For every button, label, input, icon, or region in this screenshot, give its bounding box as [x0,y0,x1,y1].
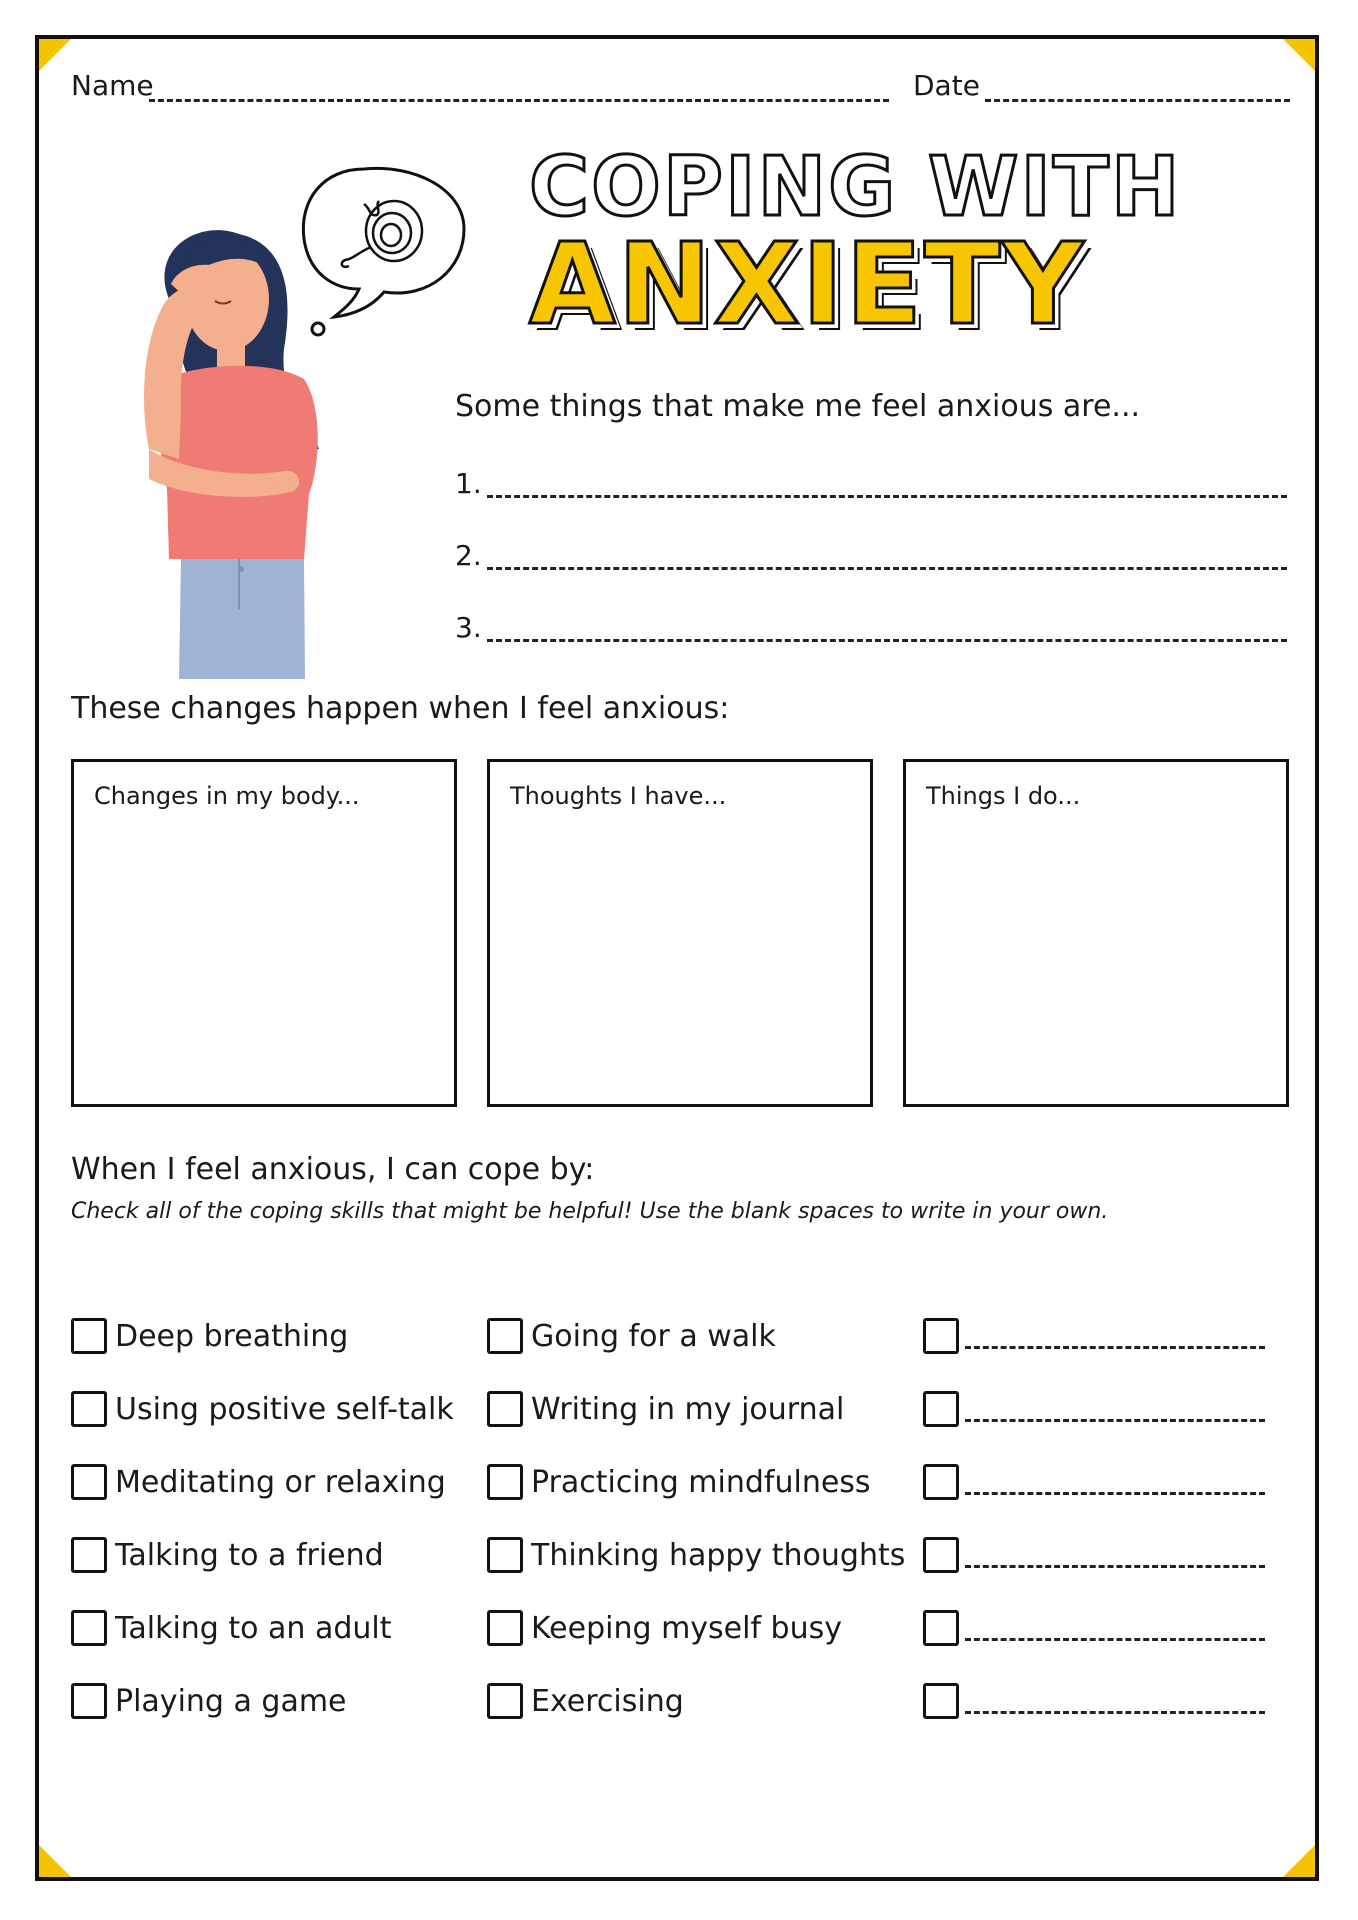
custom-coping-field[interactable] [965,1711,1265,1714]
checkbox[interactable] [71,1537,107,1573]
checkbox[interactable] [923,1391,959,1427]
coping-label: Deep breathing [115,1318,349,1354]
checkbox[interactable] [71,1318,107,1354]
coping-item[interactable] [487,1462,871,1502]
coping-item[interactable] [71,1462,446,1502]
corner-triangle-top-left [39,39,71,71]
coping-item[interactable] [71,1389,454,1429]
coping-heading: When I feel anxious, I can cope by: [71,1152,595,1187]
custom-coping-field[interactable] [965,1565,1265,1568]
checkbox[interactable] [71,1391,107,1427]
coping-label: Meditating or relaxing [115,1464,446,1500]
checkbox[interactable] [487,1464,523,1500]
checkbox[interactable] [923,1537,959,1573]
trigger-number-2: 2. [455,539,482,572]
coping-item[interactable] [71,1316,348,1356]
custom-coping-field[interactable] [965,1492,1265,1495]
corner-triangle-bottom-right [1283,1845,1315,1877]
trigger-line-3[interactable] [487,639,1287,642]
coping-item[interactable] [71,1681,347,1721]
body-changes-box[interactable] [71,759,457,1107]
coping-label: Exercising [531,1683,684,1719]
coping-label: Using positive self-talk [115,1391,454,1427]
coping-instructions: Check all of the coping skills that might be helpful! Use the blank spaces to write in your own. [71,1199,1109,1224]
date-field[interactable] [985,99,1290,102]
thoughts-label: Thoughts I have... [510,782,727,810]
coping-item[interactable] [487,1681,684,1721]
custom-coping-item[interactable] [923,1462,1265,1502]
name-field[interactable] [149,99,889,102]
coping-item[interactable] [487,1316,776,1356]
checkbox[interactable] [923,1318,959,1354]
coping-item[interactable] [71,1608,392,1648]
checkbox[interactable] [487,1318,523,1354]
custom-coping-item[interactable] [923,1608,1265,1648]
custom-coping-item[interactable] [923,1389,1265,1429]
changes-heading: These changes happen when I feel anxious: [71,691,730,726]
corner-triangle-top-right [1283,39,1315,71]
coping-label: Going for a walk [531,1318,776,1354]
custom-coping-item[interactable] [923,1681,1265,1721]
name-label: Name [71,69,154,102]
coping-label: Talking to a friend [115,1537,384,1573]
coping-label: Talking to an adult [115,1610,392,1646]
checkbox[interactable] [487,1537,523,1573]
coping-item[interactable] [71,1535,384,1575]
trigger-number-1: 1. [455,467,482,500]
custom-coping-field[interactable] [965,1419,1265,1422]
coping-label: Thinking happy thoughts [531,1537,906,1573]
custom-coping-field[interactable] [965,1346,1265,1349]
custom-coping-item[interactable] [923,1535,1265,1575]
actions-label: Things I do... [926,782,1081,810]
checkbox[interactable] [923,1610,959,1646]
checkbox[interactable] [923,1683,959,1719]
body-changes-label: Changes in my body... [94,782,360,810]
worksheet-page [35,35,1319,1881]
trigger-line-1[interactable] [487,495,1287,498]
trigger-number-3: 3. [455,611,482,644]
checkbox[interactable] [487,1683,523,1719]
thoughts-box[interactable] [487,759,873,1107]
coping-label: Writing in my journal [531,1391,845,1427]
title-line-1: COPING WITH [529,140,1182,235]
trigger-line-2[interactable] [487,567,1287,570]
coping-label: Keeping myself busy [531,1610,843,1646]
checkbox[interactable] [487,1610,523,1646]
checkbox[interactable] [71,1610,107,1646]
coping-label: Playing a game [115,1683,347,1719]
date-label: Date [913,69,980,102]
checkbox[interactable] [71,1683,107,1719]
coping-item[interactable] [487,1389,844,1429]
checkbox[interactable] [923,1464,959,1500]
actions-box[interactable] [903,759,1289,1107]
triggers-prompt: Some things that make me feel anxious are... [455,389,1141,424]
coping-label: Practicing mindfulness [531,1464,871,1500]
corner-triangle-bottom-left [39,1845,71,1877]
checkbox[interactable] [487,1391,523,1427]
coping-item[interactable] [487,1535,905,1575]
custom-coping-item[interactable] [923,1316,1265,1356]
title-line-2: ANXIETY [529,220,1086,350]
custom-coping-field[interactable] [965,1638,1265,1641]
checkbox[interactable] [71,1464,107,1500]
coping-item[interactable] [487,1608,842,1648]
